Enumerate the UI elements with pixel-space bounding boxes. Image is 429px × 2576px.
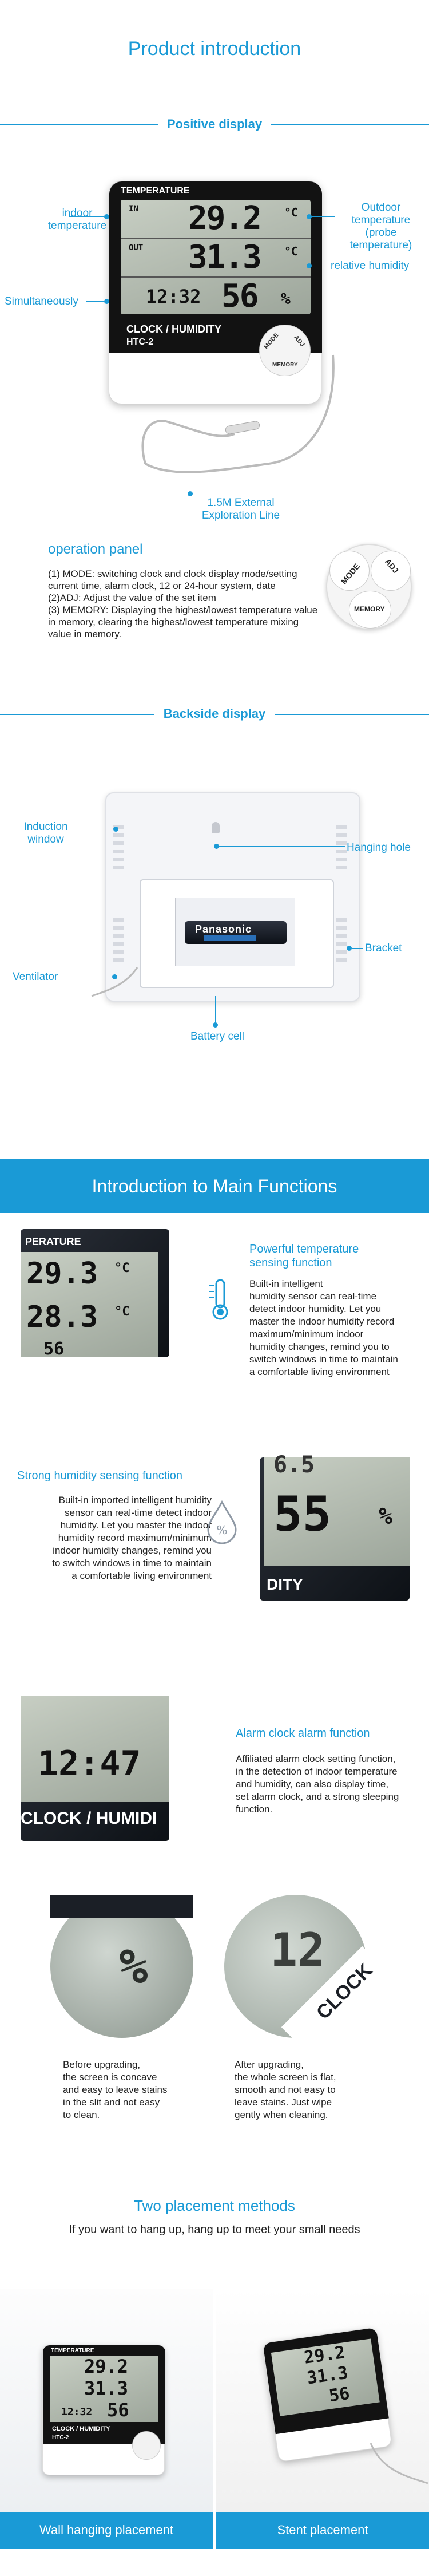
wall-hanging-label: Wall hanging placement	[39, 2523, 173, 2537]
device-brand-label: CLOCK / HUMIDITY	[126, 323, 221, 335]
wall-device-lcd	[50, 2356, 158, 2422]
operation-panel-text: (1) MODE: switching clock and clock display mode/setting current time, alarm clock, 12 or 24-hour system, date (2)ADJ: Adjust the value of the set item (3) MEMORY: Displaying the highest/lowest temperature value in memory, clearing the highest/lowest temperature mixing value in memory.	[48, 568, 318, 639]
humidity-photo-lcd	[264, 1452, 410, 1566]
lcd-time-value: 12:32	[146, 286, 201, 307]
droplet-icon	[205, 1500, 239, 1544]
backside-section-label: Backside display	[0, 706, 429, 721]
alarm-photo	[21, 1696, 169, 1841]
temp-photo-label: PERATURE	[25, 1236, 81, 1247]
callout-bracket: Bracket	[365, 942, 402, 954]
callout-dot	[113, 827, 118, 832]
wall-lcd-time: 12:32	[61, 2406, 93, 2418]
zoom-adj-button[interactable]: ADJ	[371, 551, 411, 591]
callout-battery-cell: Battery cell	[190, 1030, 244, 1042]
wall-lcd-out: 31.3	[84, 2377, 129, 2399]
humidity-lcd-percent: %	[379, 1503, 393, 1530]
adj-button[interactable]: ADJ	[292, 334, 306, 349]
callout-external-line: 1.5M External Exploration Line	[201, 497, 280, 521]
stent-lcd-humidity: 56	[328, 2383, 351, 2407]
callout-ventilator: Ventilator	[13, 971, 58, 983]
stent-label: Stent placement	[277, 2523, 368, 2537]
temp-lcd-line2: 28.3	[26, 1300, 98, 1334]
alarm-lcd-time: 12:47	[38, 1744, 141, 1784]
battery-stripe	[204, 935, 256, 941]
zoom-memory-button[interactable]: MEMORY	[349, 591, 391, 629]
after-label: CLOCK	[312, 1959, 377, 2024]
bracket	[140, 879, 334, 988]
before-glyph: %	[119, 1938, 148, 1994]
lcd-out-degree: °C	[284, 244, 299, 258]
callout-dot	[307, 263, 312, 268]
callout-indoor-temperature: indoor temperature	[47, 207, 107, 232]
back-cable	[86, 967, 154, 1002]
stent-lcd-out: 31.3	[305, 2362, 349, 2389]
lcd-in-label: IN	[129, 204, 138, 214]
vent-left-bottom	[113, 914, 124, 965]
temp-lcd-line1: 29.3	[26, 1257, 98, 1291]
callout-relative-humidity: relative humidity	[331, 260, 410, 272]
lcd-percent: %	[281, 289, 291, 308]
wall-device	[42, 2345, 165, 2475]
temp-lcd-line3: 56	[43, 1339, 65, 1359]
battery-label: Panasonic	[195, 923, 252, 935]
callout-induction-window: Induction window	[23, 821, 68, 846]
device-top-label: TEMPERATURE	[121, 186, 190, 196]
callout-hanging-hole: Hanging hole	[347, 841, 411, 854]
callout-dot	[104, 299, 109, 304]
temp-lcd-degree: °C	[114, 1261, 130, 1275]
callout-dot	[347, 946, 352, 951]
stent-lcd-in: 29.2	[303, 2342, 347, 2368]
alarm-feature-body: Affiliated alarm clock setting function, in the detection of indoor temperature and humidity, can also display time, set alarm clock, and a strong sleeping function.	[236, 1753, 399, 1815]
vent-right-top	[336, 821, 347, 872]
thermometer-icon	[207, 1278, 233, 1321]
callout-line	[215, 996, 216, 1025]
callout-dot	[213, 1022, 218, 1028]
before-upgrade-text: Before upgrading, the screen is concave and easy to leave stains in the slit and not easy to clean.	[63, 2059, 168, 2120]
wall-device-model: HTC-2	[52, 2435, 69, 2441]
wall-lcd-in: 29.2	[84, 2356, 129, 2377]
probe-cable	[103, 349, 343, 509]
placement-subtitle: If you want to hang up, hang up to meet your small needs	[69, 2223, 360, 2236]
lcd-humidity-value: 56	[221, 278, 258, 315]
battery-compartment	[175, 898, 295, 966]
before-bezel	[50, 1895, 193, 1918]
wall-hanging-label-bar	[0, 2512, 213, 2549]
stent-photo	[216, 2289, 429, 2512]
device-model: HTC-2	[126, 337, 154, 347]
functions-banner	[0, 1159, 429, 1213]
callout-simultaneously: Simultaneously	[5, 295, 78, 307]
callout-dot	[307, 214, 312, 219]
alarm-feature-title: Alarm clock alarm function	[236, 1727, 370, 1740]
callout-line	[312, 216, 335, 217]
positive-section-label: Positive display	[0, 117, 429, 132]
callout-line	[86, 301, 104, 302]
memory-button[interactable]: MEMORY	[272, 362, 298, 368]
humidity-feature-body: Built-in imported intelligent humidity sensor can real-time detect indoor humidity. Let you master the indoor humidity record maximum/minimum indoor humidity changes, remind you to switch windows in time to maintain a comfortable living environment	[52, 1495, 212, 1581]
wall-photo	[0, 2289, 213, 2512]
humidity-lcd-line1: 6.5	[273, 1452, 315, 1478]
stent-label-bar	[216, 2512, 429, 2549]
after-glyph: 12	[270, 1923, 325, 1977]
wall-device-bezel	[43, 2345, 165, 2444]
stent-cable	[302, 2437, 428, 2495]
operation-panel-title: operation panel	[48, 542, 143, 557]
temp-feature-title: Powerful temperature sensing function	[249, 1243, 359, 1269]
svg-text:%: %	[216, 1523, 228, 1537]
callout-outdoor-temperature: Outdoor temperature (probe temperature)	[349, 202, 412, 251]
functions-banner-title: Introduction to Main Functions	[92, 1176, 337, 1196]
callout-dot	[188, 491, 193, 496]
lcd-in-degree: °C	[284, 206, 299, 219]
alarm-photo-lcd	[21, 1696, 169, 1802]
lcd-out-value: 31.3	[188, 239, 261, 276]
device-lcd	[121, 200, 311, 314]
battery-icon	[185, 921, 287, 944]
callout-dot	[214, 844, 219, 849]
vent-right-bottom	[336, 914, 347, 965]
wall-device-buttons	[132, 2431, 161, 2460]
humidity-feature-title: Strong humidity sensing function	[17, 1469, 183, 1482]
humidity-photo-label: DITY	[267, 1575, 303, 1593]
alarm-photo-label: CLOCK / HUMIDI	[21, 1809, 157, 1828]
lcd-divider	[121, 276, 311, 278]
humidity-lcd-line2: 55	[273, 1486, 332, 1542]
lcd-out-label: OUT	[129, 243, 144, 252]
after-upgrade-photo	[224, 1895, 377, 2038]
placement-title: Two placement methods	[134, 2197, 295, 2214]
humidity-photo	[260, 1452, 410, 1601]
wall-device-top-label: TEMPERATURE	[51, 2348, 94, 2354]
button-zoom	[326, 544, 412, 630]
callout-dot	[112, 974, 117, 979]
zoom-mode-button[interactable]: MODE	[329, 551, 370, 591]
mode-button[interactable]: MODE	[263, 331, 280, 351]
stent-device-bezel	[263, 2328, 388, 2434]
page-title: Product introduction	[128, 38, 301, 60]
wall-lcd-humidity: 56	[107, 2399, 129, 2421]
callout-line	[219, 846, 345, 847]
lcd-in-value: 29.2	[188, 200, 261, 237]
wall-device-brand: CLOCK / HUMIDITY	[52, 2425, 110, 2432]
temp-feature-body: Built-in intelligent humidity sensor can real-time detect indoor humidity. Let you master the indoor humidity record maximum/minimum indoor humidity changes, remind you to switch windows in time to maintain a comfortable living environment	[249, 1278, 398, 1377]
stent-device-lcd	[271, 2338, 380, 2416]
temp-photo-lcd	[21, 1252, 158, 1357]
before-upgrade-photo	[50, 1895, 193, 2038]
after-upgrade-text: After upgrading, the whole screen is flat, smooth and not easy to leave stains. Just wipe gently when cleaning.	[235, 2059, 336, 2120]
hanging-hole	[212, 822, 220, 833]
temp-lcd-degree: °C	[114, 1305, 130, 1319]
callout-line	[352, 948, 363, 949]
temp-photo	[21, 1229, 169, 1357]
